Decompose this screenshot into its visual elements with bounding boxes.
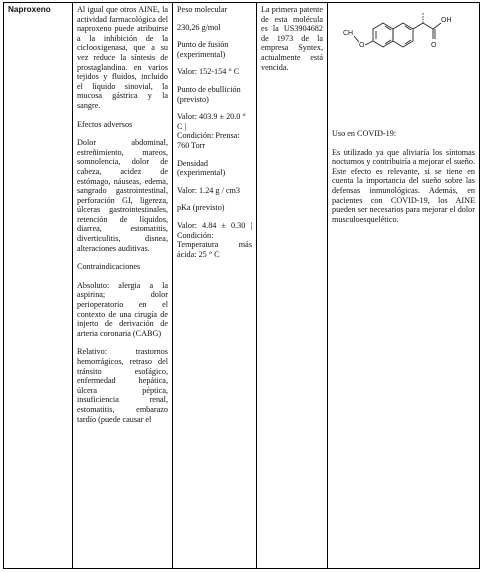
pka-value: Valor: 4.84 ± 0.30 | Condición: Temperatura más ácida: 25 ° C: [177, 220, 252, 259]
density-value: Valor: 1.24 g / cm3: [177, 185, 240, 195]
molecular-weight-label: Peso molecular: [177, 5, 228, 14]
structure-label-ch3: CH: [342, 30, 353, 37]
contraindications-absolute: Absoluto: alergia a la aspirina; dolor perioperatorio en el contexto de una cirugía de injerto de derivación de arteria coronaria (CABG): [77, 280, 168, 338]
drug-name-cell: [4, 3, 73, 569]
properties-cell: [173, 3, 257, 569]
description-cell: [73, 3, 173, 569]
contraindications-relative: Relativo: trastornos hemorrágicos, retraso del tránsito esofágico, enfermedad hepática, úlcera péptica, insuficiencia renal, estomatitis, embarazo tardío (puede causar el: [77, 347, 168, 424]
adverse-effects-title: Efectos adversos: [77, 119, 133, 129]
use-cell: [328, 3, 480, 569]
boiling-point-condition: Condición: Prensa: 760 Torr: [177, 131, 240, 150]
boiling-point-value: Valor: 403.9 ± 20.0 ° C |: [177, 112, 246, 131]
patent-text: La primera patente de esta molécula es la US3904682 de 1973 de la empresa Syntex, actualmente está vencida.: [261, 5, 323, 72]
drug-table: [3, 2, 480, 569]
boiling-point-label: Punto de ebullición (previsto): [177, 84, 241, 104]
structure-label-oh: OH: [440, 17, 451, 24]
covid-title: Uso en COVID-19:: [332, 129, 397, 138]
structure-label-o-carbonyl: O: [430, 42, 436, 49]
covid-text: Es utilizado ya que aliviaría los síntomas nocturnos y contribuiría a mejorar el sueño. Este efecto es relevante, si se tiene en cuenta la importancia del sueño sobre las defensas inmunológicas. Además, en pacientes con COVID-19, los AINE pueden ser necesarios para mejorar el dolor musculoesquelético.: [332, 147, 476, 224]
density-label: Densidad (experimental): [177, 158, 226, 178]
structure-label-o-ether: O: [358, 42, 364, 49]
naphthalene-ring-right: [393, 23, 413, 47]
mechanism-text: Al igual que otros AINE, la actividad farmacológica del naproxeno puede atribuirse a la inhibición de la ciclooxigenasa, que a su vez reduce la síntesis de prostaglandina. en varios tejidos y fluidos, incluido el líquido sinovial, la mucosa gástrica y la sangre.: [77, 5, 168, 110]
pka-label: pKa (previsto): [177, 203, 225, 213]
molecular-weight-value: 230,26 g/mol: [177, 22, 221, 32]
patent-cell: [257, 3, 328, 569]
contraindications-title: Contraindicaciones: [77, 262, 141, 272]
table-row: [4, 3, 480, 569]
drug-name: Naproxeno: [8, 5, 51, 14]
naproxen-structure-diagram: [333, 7, 475, 59]
adverse-effects-text: Dolor abdominal, estreñimiento, mareos, somnolencia, dolor de cabeza, acidez de estómago, náuseas, edema, sangrado gastrointestinal, perforación GI, ligereza, úlceras gastrointestinales, retención de líquidos, diarrea, estomatitis, diverticulitis, disnea, alteraciones auditivas.: [77, 138, 168, 253]
melting-point-value: Valor: 152-154 ° C: [177, 67, 240, 77]
melting-point-label: Punto de fusión (experimental): [177, 40, 229, 59]
